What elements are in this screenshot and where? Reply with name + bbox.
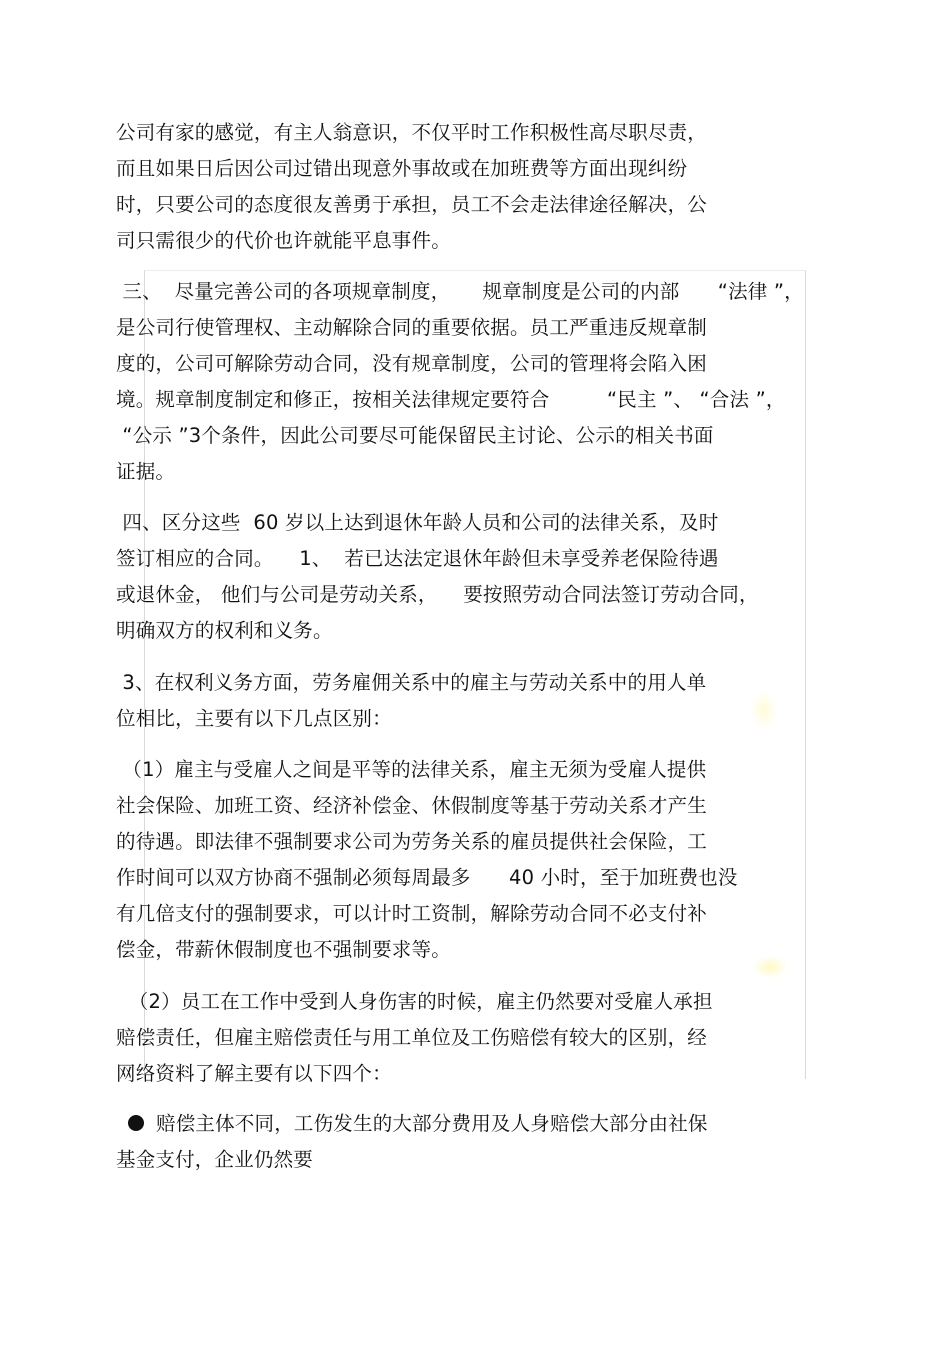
text-line: “公示 ”3个条件，因此公司要尽可能保留民主讨论、公示的相关书面 <box>116 424 714 447</box>
text-line: 四、区分这些 60 岁以上达到退休年龄人员和公司的法律关系，及时 <box>116 511 719 534</box>
text-line: （2）员工在工作中受到人身伤害的时候，雇主仍然要对受雇人承担 <box>116 990 713 1013</box>
text-line: 司只需很少的代价也许就能平息事件。 <box>116 229 451 252</box>
scan-highlight-mark <box>750 690 778 730</box>
text-line: 位相比，主要有以下几点区别： <box>116 707 392 730</box>
text-line: 的待遇。即法律不强制要求公司为劳务关系的雇员提供社会保险，工 <box>116 830 708 853</box>
text-line: 赔偿主体不同，工伤发生的大部分费用及人身赔偿大部分由社保 <box>156 1112 708 1135</box>
text-line: 公司有家的感觉，有主人翁意识，不仅平时工作积极性高尽职尽责， <box>116 121 708 144</box>
text-line: 有几倍支付的强制要求，可以计时工资制，解除劳动合同不必支付补 <box>116 902 708 925</box>
text-line: 明确双方的权利和义务。 <box>116 619 333 642</box>
text-line: （1）雇主与受雇人之间是平等的法律关系，雇主无须为受雇人提供 <box>116 758 707 781</box>
text-line: 3、在权利义务方面，劳务雇佣关系中的雇主与劳动关系中的用人单 <box>116 671 707 694</box>
text-line: 或退休金， 他们与公司是劳动关系， 要按照劳动合同法签订劳动合同， <box>116 583 759 606</box>
text-line: 时，只要公司的态度很友善勇于承担，员工不会走法律途径解决，公 <box>116 193 708 216</box>
text-line: 社会保险、加班工资、经济补偿金、休假制度等基于劳动关系才产生 <box>116 794 708 817</box>
text-line: 基金支付，企业仍然要 <box>116 1148 314 1171</box>
text-line: 偿金，带薪休假制度也不强制要求等。 <box>116 938 451 961</box>
text-line: 境。规章制度制定和修正，按相关法律规定要符合 “民主 ”、 “合法 ”， <box>116 388 786 411</box>
scan-highlight-mark <box>752 955 788 979</box>
text-line: 作时间可以双方协商不强制必须每周最多 40 小时，至于加班费也没 <box>116 866 738 889</box>
text-line: 签订相应的合同。 1、 若已达法定退休年龄但未享受养老保险待遇 <box>116 547 719 570</box>
text-line: 证据。 <box>116 460 176 483</box>
bullet-line <box>128 1106 708 1142</box>
text-line: 赔偿责任，但雇主赔偿责任与用工单位及工伤赔偿有较大的区别，经 <box>116 1026 708 1049</box>
text-line: 网络资料了解主要有以下四个： <box>116 1062 392 1085</box>
text-line: 而且如果日后因公司过错出现意外事故或在加班费等方面出现纠纷 <box>116 157 688 180</box>
bullet-dot-icon <box>128 1115 144 1131</box>
text-line: 度的，公司可解除劳动合同，没有规章制度，公司的管理将会陷入困 <box>116 352 708 375</box>
text-line: 是公司行使管理权、主动解除合同的重要依据。员工严重违反规章制 <box>116 316 708 339</box>
text-line: 三、 尽量完善公司的各项规章制度， 规章制度是公司的内部 “法律 ”， <box>116 280 804 303</box>
